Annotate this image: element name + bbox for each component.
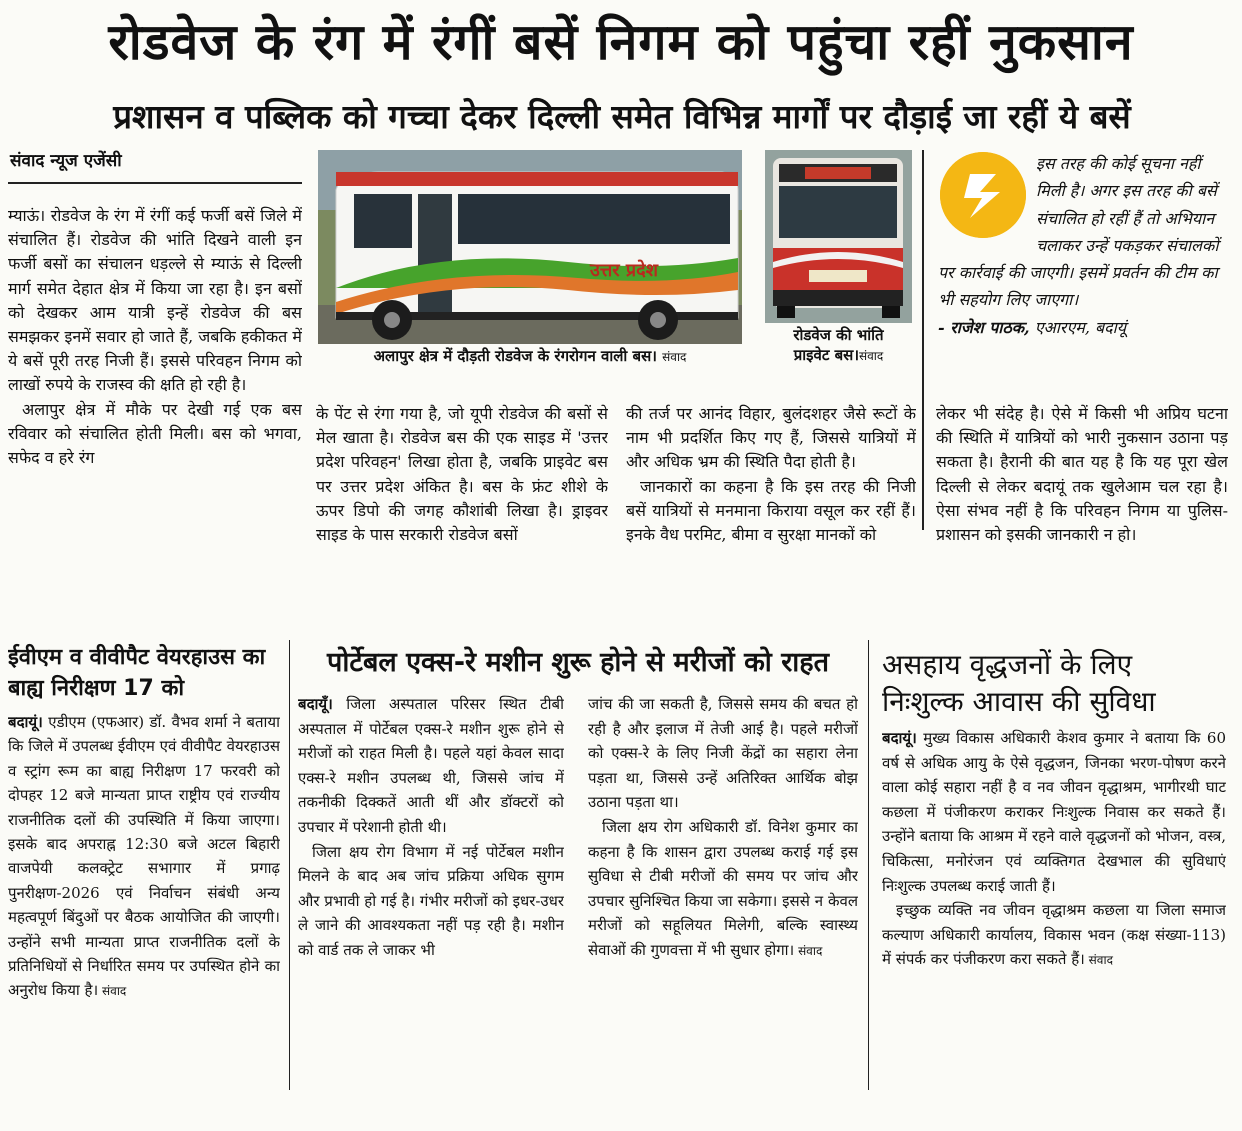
photo-caption-line-2: प्राइवेट बस। (793, 346, 860, 364)
photo-caption-1 (318, 346, 742, 374)
evm-story-body (8, 710, 280, 1090)
main-headline: रोडवेज के रंग में रंगीं बसें निगम को पहुंचा रहीं नुकसान (108, 13, 1134, 71)
main-story-column-4 (936, 402, 1228, 628)
bus-photo-side (318, 150, 742, 344)
quote-author: - राजेश पाठक, (938, 317, 1030, 337)
bus-side-lettering: उत्तर प्रदेश (590, 260, 658, 281)
shelter-headline-line-1: असहाय वृद्धजनों के लिए (882, 648, 1133, 681)
xray-credit: संवाद (794, 943, 823, 958)
main-story-column-3 (626, 402, 916, 628)
shelter-dateline: बदायूं। (882, 729, 917, 747)
main-story-column-2 (316, 402, 608, 628)
main-story-paragraph: के पेंट से रंगा गया है, जो यूपी रोडवेज की बसों से मेल खाता है। रोडवेज बस की एक साइड में 'उत्तर प्रदेश परिवहन' लिखा होता है, जबकि प्राइवेट बस पर उत्तर प्रदेश अंकित है। बस के फ्रंट शीशे के ऊपर डिपो की जगह कौशांबी लिखा है। ड्राइवर साइड के पास सरकारी रोडवेज बसों (316, 404, 608, 545)
xray-story-column-2 (588, 692, 858, 1092)
shelter-credit: संवाद (1084, 953, 1113, 968)
bus-front-illustration (765, 150, 912, 323)
bus-photo-front (765, 150, 912, 323)
xray-paragraph: जिला क्षय रोग अधिकारी डॉ. विनेश कुमार का कहना है कि शासन द्वारा उपलब्ध कराई गई इस सुविधा से टीबी मरीजों की समय पर जांच और उपचार सुनिश्चित किया जा सकेगा। इससे न केवल मरीजों को सहूलियत मिलेगी, बल्कि स्वास्थ्य सेवाओं की गुणवत्ता में भी सुधार होगा। (588, 817, 858, 959)
main-story-column-1 (8, 204, 302, 628)
main-story-paragraph: अलापुर क्षेत्र में मौके पर देखी गई एक बस रविवार को संचालित होती मिली। बस को भगवा, सफेद व हरे रंग (8, 399, 302, 468)
xray-story-headline: पोर्टेबल एक्स-रे मशीन शुरू होने से मरीजों को राहत (327, 647, 829, 678)
xray-dateline: बदायूँ। (298, 695, 333, 713)
official-quote (938, 150, 1230, 378)
shelter-story-body (882, 726, 1226, 1092)
shelter-story-headline (882, 646, 1230, 722)
main-story-paragraph: म्याऊं। रोडवेज के रंग में रंगीं कई फर्जी बसें जिले में संचालित हैं। रोडवेज की भांति दिखने वाली इन फर्जी बसों का संचालन धड़ल्ले से म्याऊं से दिल्ली मार्ग समेत देहात क्षेत्र में किया जा रहा है। इन बसों को देखकर आम यात्री इन्हें रोडवेज की बस समझकर इनमें सवार हो जाते हैं, जबकि हकीकत में ये बसें पूरी तरह निजी हैं। इससे परिवहन निगम को लाखों रुपये के राजस्व की क्षति हो रही है। (8, 206, 302, 395)
xray-story-column-1 (298, 692, 564, 1092)
shelter-headline-line-2: निःशुल्क आवास की सुविधा (882, 685, 1156, 718)
column-divider (289, 640, 290, 1090)
main-story-paragraph: की तर्ज पर आनंद विहार, बुलंदशहर जैसे रूटों के नाम भी प्रदर्शित किए गए हैं, जिससे यात्रियों में और अधिक भ्रम की स्थिति पैदा होती है। (626, 404, 916, 472)
quote-text: इस तरह की कोई सूचना नहीं मिली है। अगर इस तरह की बसें संचालित हो रहीं हैं तो अभियान चलाकर उन्हें पकड़कर संचालकों पर कार्रवाई की जाएगी। इसमें प्रवर्तन की टीम का भी सहयोग लिए जाएगा। (938, 154, 1219, 310)
main-story-paragraph: लेकर भी संदेह है। ऐसे में किसी भी अप्रिय घटना की स्थिति में यात्रियों को भारी नुकसान उठाना पड़ सकता है। हैरानी की बात यह है कि यह पूरा खेल दिल्ली से लेकर बदायूं तक खुलेआम चल रहा है। ऐसा संभव नहीं है कि परिवहन निगम या पुलिस-प्रशासन को इसकी जानकारी न हो। (936, 404, 1228, 545)
byline: संवाद न्यूज एजेंसी (10, 151, 122, 171)
photo-caption-line-1: रोडवेज की भांति (793, 326, 884, 344)
photo-credit: संवाद (662, 350, 687, 364)
photo-caption-text: अलापुर क्षेत्र में दौड़ती रोडवेज के रंगरोगन वाली बस। (373, 347, 657, 365)
main-story-paragraph: जानकारों का कहना है कि इस तरह की निजी बसें यात्रियों से मनमाना किराया वसूल कर रहीं हैं। इनके वैध परमिट, बीमा व सुरक्षा मानकों को (626, 476, 916, 545)
evm-dateline: बदायूं। (8, 713, 43, 731)
quote-designation: एआरएम, बदायूं (1029, 317, 1127, 337)
shelter-paragraph: इच्छुक व्यक्ति नव जीवन वृद्धाश्रम कछला या जिला समाज कल्याण अधिकारी कार्यालय, विकास भवन (कक्ष संख्या-113) में संपर्क कर पंजीकरण करा सकते हैं। (882, 901, 1226, 969)
shelter-body-text: मुख्य विकास अधिकारी केशव कुमार ने बताया कि 60 वर्ष से अधिक आयु के ऐसे वृद्धजन, जिनका भरण-पोषण करने वाला कोई सहारा नहीं है व नव जीवन वृद्धाश्रम, भागीरथी घाट कछला में पंजीकरण कराकर निःशुल्क निवास कर सकते हैं। उन्होंने बताया कि आश्रम में रहने वाले वृद्धजनों को भोजन, वस्त्र, चिकित्सा, मनोरंजन एवं व्यक्तिगत देखभाल की सुविधाएं निःशुल्क उपलब्ध कराई जाती हैं। (882, 729, 1226, 895)
column-divider (868, 640, 869, 1090)
evm-story-headline: ईवीएम व वीवीपैट वेयरहाउस का बाह्य निरीक्षण 17 को (8, 645, 266, 701)
evm-body-text: एडीएम (एफआर) डॉ. वैभव शर्मा ने बताया कि जिले में उपलब्ध ईवीएम एवं वीवीपैट वेयरहाउस व स्ट्रांग रूम का बाह्य निरीक्षण 17 फरवरी को दोपहर 12 बजे मान्यता प्राप्त राष्ट्रीय एवं राज्यीय राजनीतिक दलों की उपस्थिति में किया जाएगा। इसके बाद अपराह्न 12:30 बजे अटल बिहारी वाजपेयी कलक्ट्रेट सभागार में प्रगाढ़ पुनरीक्षण-2026 एवं निर्वाचन संबंधी अन्य महत्वपूर्ण बिंदुओं पर बैठक आयोजित की जाएगी। उन्होंने सभी मान्यता प्राप्त राजनीतिक दलों के प्रतिनिधियों से निर्धारित समय पर उपस्थित होने का अनुरोध किया है। (8, 713, 280, 1000)
bus-side-illustration (318, 150, 742, 344)
sub-headline: प्रशासन व पब्लिक को गच्चा देकर दिल्ली समेत विभिन्न मार्गों पर दौड़ाई जा रहीं ये बसें (113, 97, 1131, 136)
column-divider (922, 150, 924, 530)
xray-paragraph: जिला क्षय रोग विभाग में नई पोर्टेबल मशीन मिलने के बाद अब जांच प्रक्रिया अधिक सुगम और प्रभावी हो गई है। गंभीर मरीजों को इधर-उधर ले जाने की आवश्यकता नहीं पड़ रही है। मशीन को वार्ड तक ले जाकर भी (298, 842, 564, 959)
xray-paragraph: जांच की जा सकती है, जिससे समय की बचत हो रही है और इलाज में तेजी आई है। पहले मरीजों को एक्स-रे के लिए निजी केंद्रों का सहारा लेना पड़ता था, जिससे उन्हें अतिरिक्त आर्थिक बोझ उठाना पड़ता था। (588, 695, 858, 812)
xray-body-text: जिला अस्पताल परिसर स्थित टीबी अस्पताल में पोर्टेबल एक्स-रे मशीन शुरू होने से मरीजों को राहत मिली है। पहले यहां केवल सादा एक्स-रे मशीन उपलब्ध थी, जिससे जांच में तकनीकी दिक्कतें आती थीं और डॉक्टरों को उपचार में परेशानी होती थी। (298, 695, 564, 836)
photo-credit: संवाद (859, 349, 884, 363)
byline-rule (8, 182, 302, 184)
evm-credit: संवाद (98, 984, 127, 999)
photo-caption-2 (765, 325, 912, 377)
